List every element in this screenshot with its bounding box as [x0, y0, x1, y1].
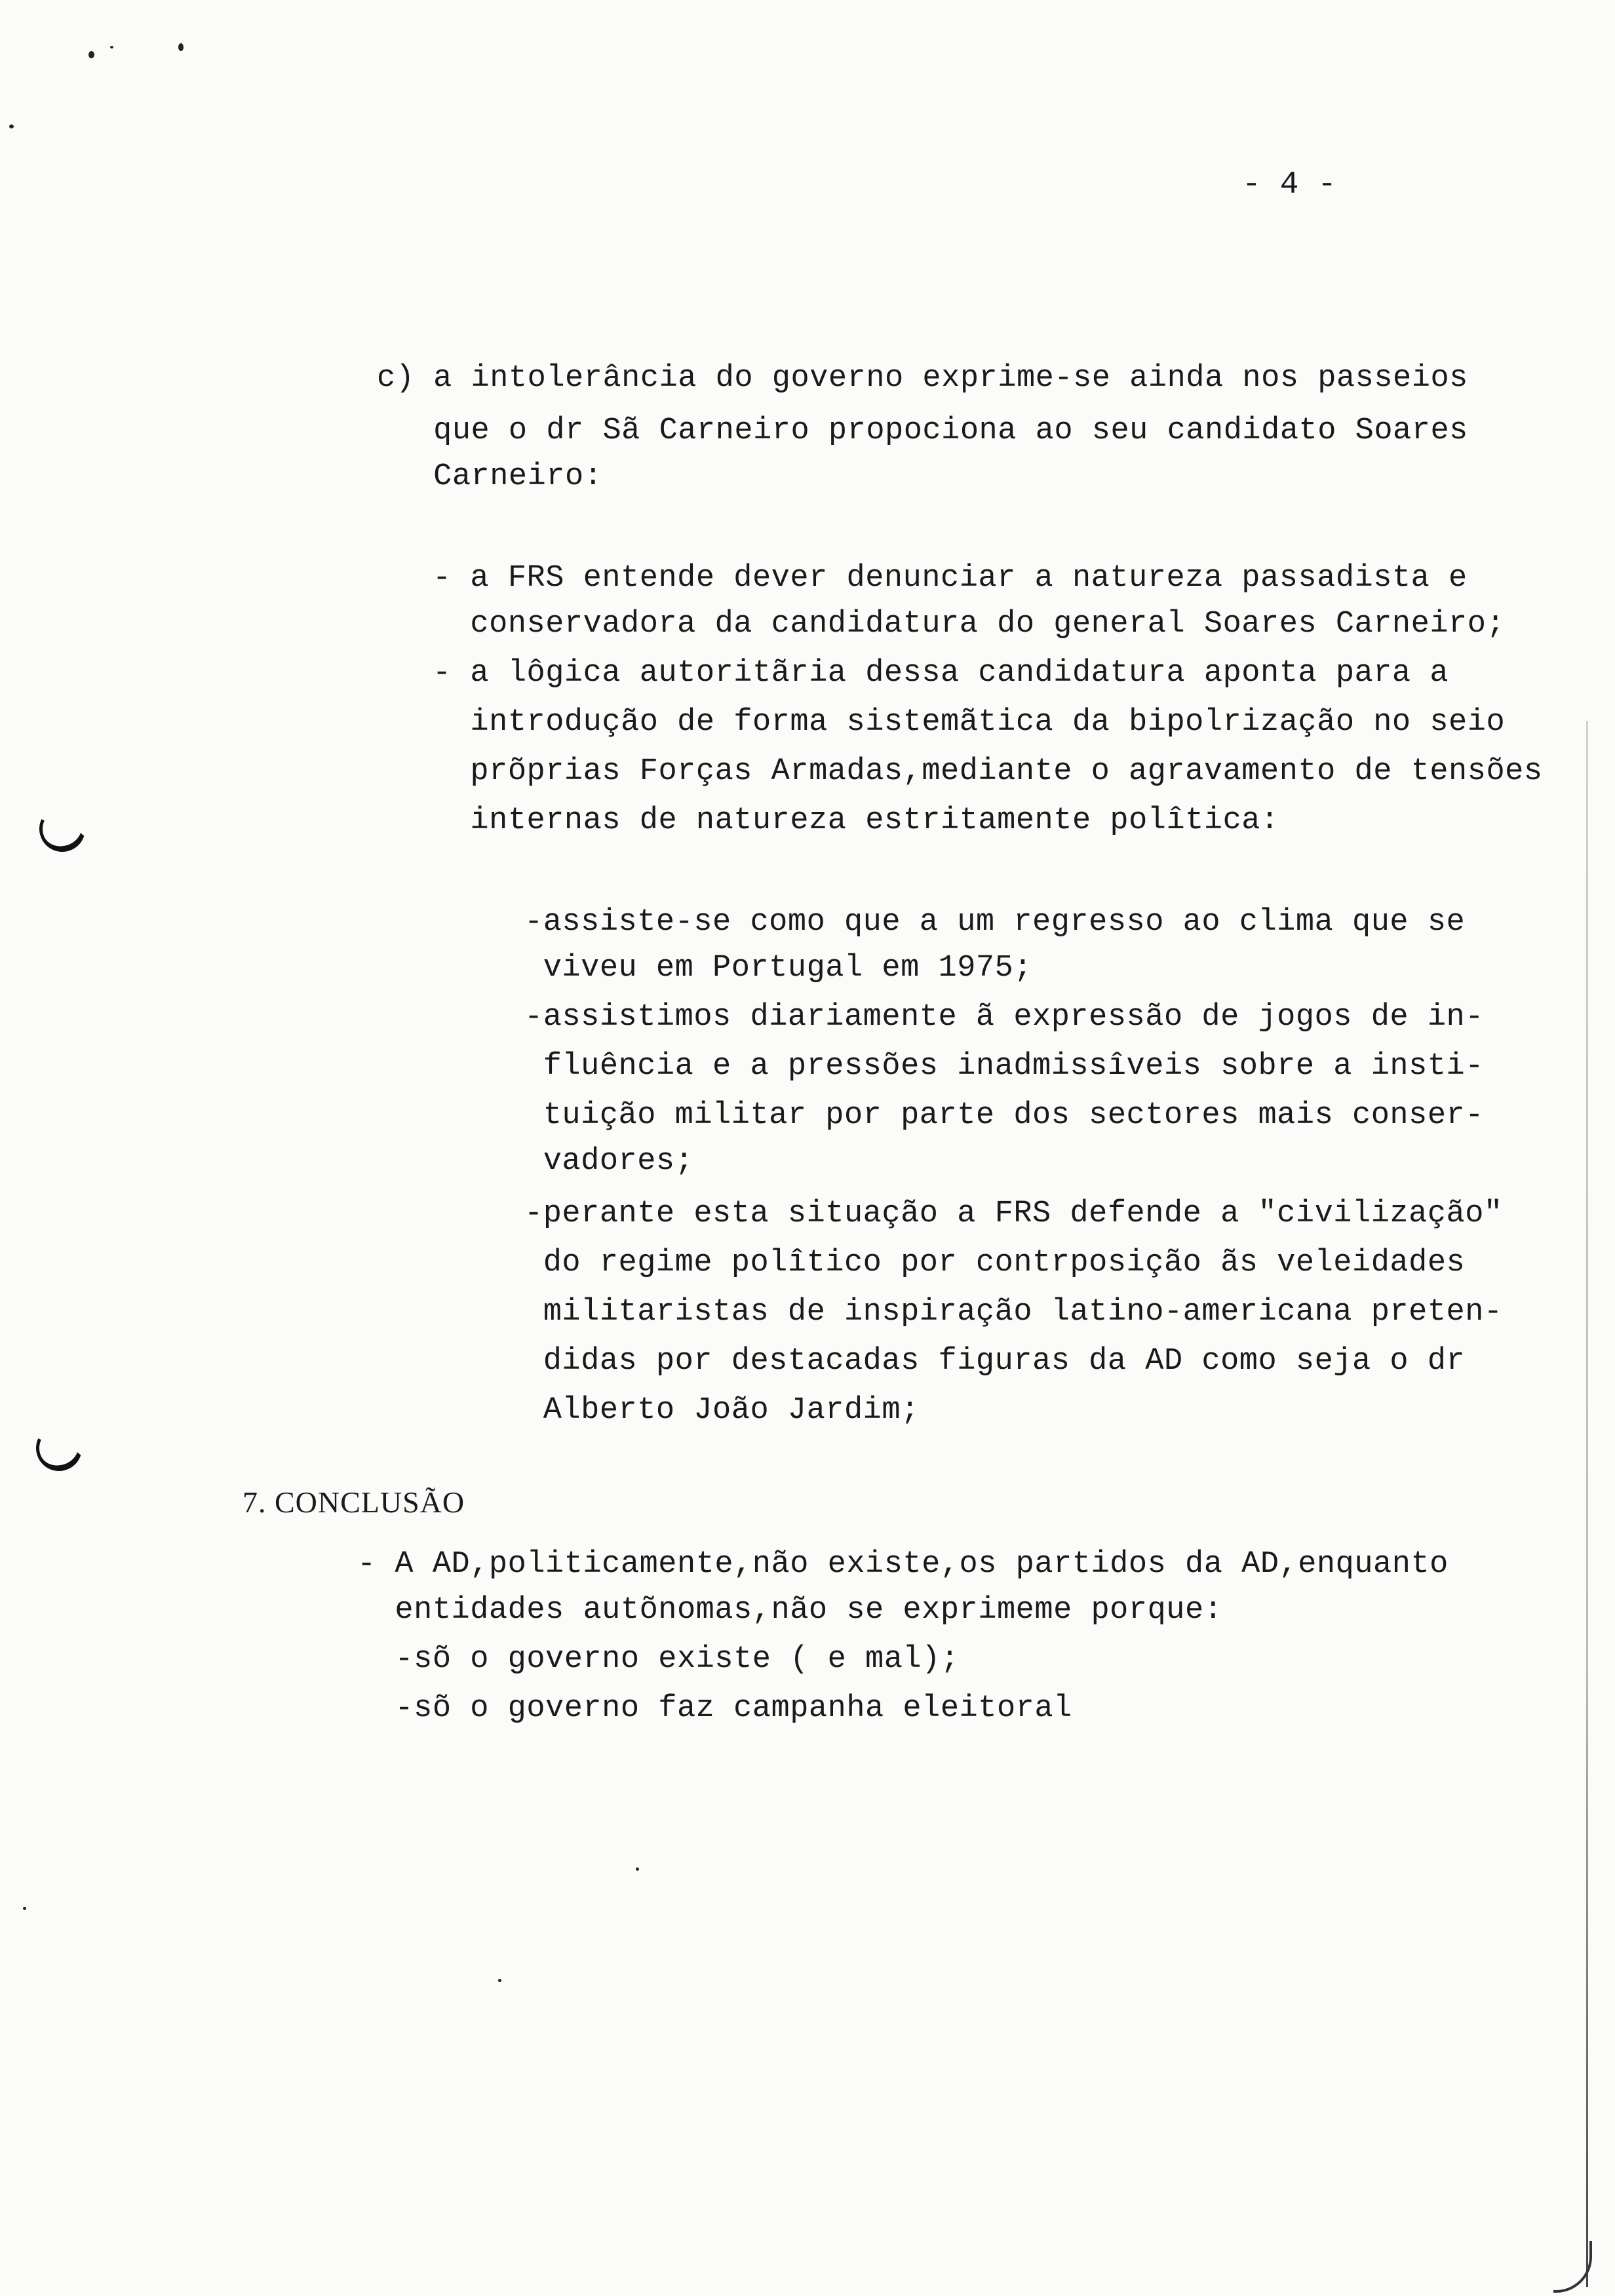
punch-hole-mark — [29, 1419, 88, 1478]
subbullet-assistimos-line-2: fluência e a pressões inadmissîveis sobre a insti- — [524, 1049, 1484, 1084]
section-7-line-3: -sõ o governo existe ( e mal); — [357, 1642, 960, 1677]
subbullet-perante-line-4: didas por destacadas figuras da AD como seja o dr — [524, 1344, 1466, 1379]
subbullet-assistimos-line-4: vadores; — [524, 1144, 694, 1179]
scan-speck — [178, 43, 184, 51]
bullet-frs-line-1: - a FRS entende dever denunciar a natureza passadista e — [433, 561, 1468, 596]
section-c-line-2: que o dr Sã Carneiro propociona ao seu candidato Soares — [377, 413, 1468, 448]
subbullet-assistimos-line-3: tuição militar por parte dos sectores mais conser- — [524, 1098, 1484, 1133]
subbullet-perante-line-1: -perante esta situação a FRS defende a "civilização" — [524, 1196, 1503, 1231]
bullet-frs-line-2: conservadora da candidatura do general Soares Carneiro; — [433, 607, 1506, 641]
bullet-logica-line-1: - a lôgica autoritãria dessa candidatura aponta para a — [433, 656, 1449, 691]
scan-speck — [23, 1907, 26, 1910]
section-7-heading: 7. CONCLUSÃO — [243, 1485, 465, 1519]
punch-hole-mark — [33, 799, 92, 858]
scan-speck — [110, 46, 113, 48]
scan-speck — [88, 51, 94, 58]
page-number: - 4 - — [1242, 167, 1337, 202]
section-7-line-2: entidades autõnomas,não se exprimeme porque: — [357, 1593, 1223, 1628]
section-7-line-4: -sõ o governo faz campanha eleitoral — [357, 1691, 1072, 1726]
bullet-logica-line-2: introdução de forma sistemãtica da bipolrização no seio — [433, 705, 1506, 740]
scan-speck — [636, 1867, 639, 1871]
section-c-line-3: Carneiro: — [377, 459, 603, 494]
scan-speck — [9, 124, 14, 128]
bullet-logica-line-4: internas de natureza estritamente polîtica: — [433, 803, 1279, 838]
section-7-line-1: - A AD,politicamente,não existe,os partidos da AD,enquanto — [357, 1547, 1449, 1582]
section-c-line-1: c) a intolerância do governo exprime-se ainda nos passeios — [377, 361, 1468, 396]
subbullet-assiste-line-1: -assiste-se como que a um regresso ao clima que se — [524, 905, 1466, 940]
page-edge-shadow — [1586, 721, 1588, 2287]
subbullet-perante-line-3: militaristas de inspiração latino-americana preten- — [524, 1295, 1503, 1330]
subbullet-assistimos-line-1: -assistimos diariamente ã expressão de jogos de in- — [524, 1000, 1484, 1035]
subbullet-perante-line-5: Alberto João Jardim; — [524, 1393, 920, 1428]
scan-speck — [498, 1979, 501, 1982]
subbullet-assiste-line-2: viveu em Portugal em 1975; — [524, 951, 1033, 985]
bullet-logica-line-3: prõprias Forças Armadas,mediante o agravamento de tensões — [433, 754, 1543, 789]
subbullet-perante-line-2: do regime polîtico por contrposição ãs veleidades — [524, 1246, 1466, 1280]
